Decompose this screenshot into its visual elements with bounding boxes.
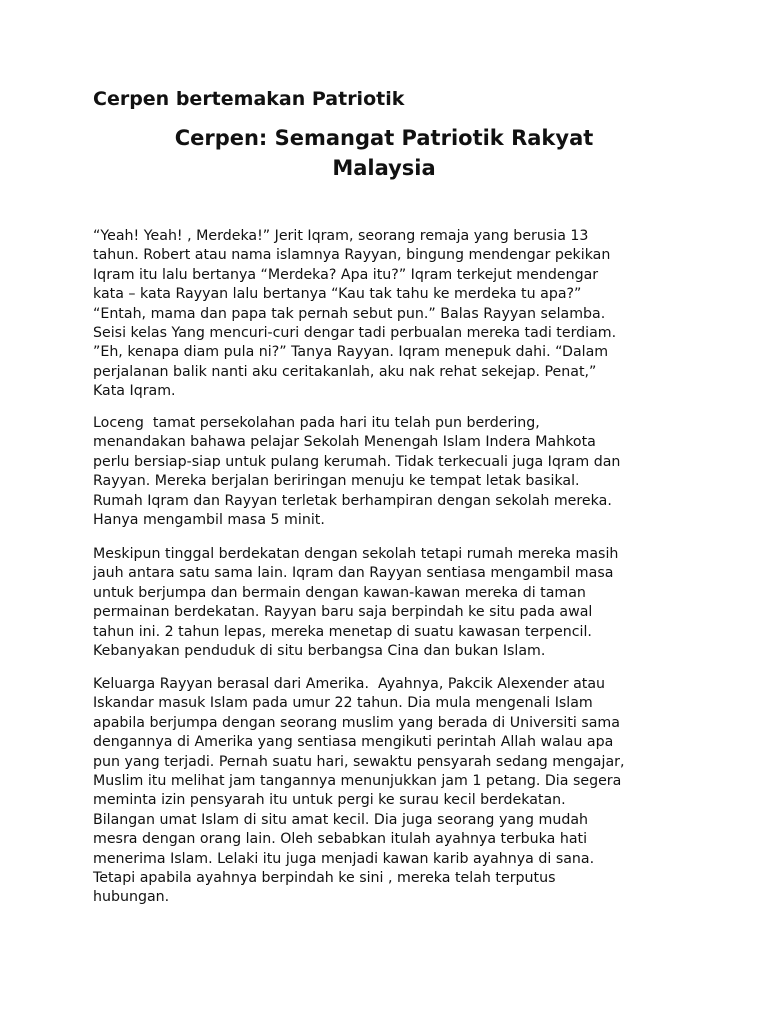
paragraph-line: apabila berjumpa dengan seorang muslim yang berada di Universiti sama — [93, 714, 620, 731]
paragraph-line: Kata Iqram. — [93, 383, 176, 400]
paragraph-line: tahun ini. 2 tahun lepas, mereka menetap di suatu kawasan terpencil. — [93, 623, 592, 640]
paragraph-line: Iskandar masuk Islam pada umur 22 tahun. Dia mula mengenali Islam — [93, 695, 593, 712]
paragraph-line: pun yang terjadi. Pernah suatu hari, sewaktu pensyarah sedang mengajar, — [93, 753, 625, 770]
paragraph-2 — [93, 414, 693, 530]
paragraph-line: Iqram itu lalu bertanya “Merdeka? Apa itu?” Iqram terkejut mendengar — [93, 266, 599, 283]
paragraph-4 — [93, 675, 693, 908]
paragraph-line: Seisi kelas Yang mencuri-curi dengar tadi perbualan mereka tadi terdiam. — [93, 325, 617, 342]
paragraph-line: Hanya mengambil masa 5 minit. — [93, 512, 325, 529]
paragraph-line: Keluarga Rayyan berasal dari Amerika. Ayahnya, Pakcik Alexender atau — [93, 676, 606, 692]
paragraph-line: Kebanyakan penduduk di situ berbangsa Cina dan bukan Islam. — [93, 643, 546, 660]
paragraph-line: ”Eh, kenapa diam pula ni?” Tanya Rayyan. Iqram menepuk dahi. “Dalam — [93, 344, 609, 361]
paragraph-line: “Yeah! Yeah! , Merdeka!” Jerit Iqram, seorang remaja yang berusia 13 — [93, 228, 589, 244]
document-heading: Cerpen bertemakan Patriotik — [93, 88, 405, 110]
paragraph-line: menerima Islam. Lelaki itu juga menjadi kawan karib ayahnya di sana. — [93, 850, 595, 867]
paragraph-line: hubungan. — [93, 889, 170, 906]
story-title-line-1: Cerpen: Semangat Patriotik Rakyat — [174, 126, 594, 150]
paragraph-1 — [93, 227, 693, 402]
paragraph-line: “Entah, mama dan papa tak pernah sebut pun.” Balas Rayyan selamba. — [93, 305, 606, 322]
paragraph-line: Rumah Iqram dan Rayyan terletak berhampiran dengan sekolah mereka. — [93, 492, 612, 509]
paragraph-line: Meskipun tinggal berdekatan dengan sekolah tetapi rumah mereka masih — [93, 546, 619, 562]
story-title-line-2: Malaysia — [332, 156, 436, 180]
paragraph-line: untuk berjumpa dan bermain dengan kawan-kawan mereka di taman — [93, 584, 586, 601]
paragraph-line: jauh antara satu sama lain. Iqram dan Rayyan sentiasa mengambil masa — [93, 565, 614, 582]
paragraph-line: menandakan bahawa pelajar Sekolah Menengah Islam Indera Mahkota — [93, 434, 596, 451]
paragraph-3 — [93, 545, 693, 661]
paragraph-line: Bilangan umat Islam di situ amat kecil. Dia juga seorang yang mudah — [93, 811, 589, 828]
paragraph-line: mesra dengan orang lain. Oleh sebabkan itulah ayahnya terbuka hati — [93, 831, 588, 848]
paragraph-line: Muslim itu melihat jam tangannya menunjukkan jam 1 petang. Dia segera — [93, 773, 622, 790]
paragraph-line: tahun. Robert atau nama islamnya Rayyan, bingung mendengar pekikan — [93, 247, 611, 264]
paragraph-line: perlu bersiap-siap untuk pulang kerumah. Tidak terkecuali juga Iqram dan — [93, 453, 621, 470]
paragraph-line: Rayyan. Mereka berjalan beriringan menuju ke tempat letak basikal. — [93, 473, 580, 490]
paragraph-line: Loceng tamat persekolahan pada hari itu telah pun berdering, — [93, 415, 540, 431]
paragraph-line: perjalanan balik nanti aku ceritakanlah, aku nak rehat sekejap. Penat,” — [93, 363, 597, 380]
paragraph-line: meminta izin pensyarah itu untuk pergi ke surau kecil berdekatan. — [93, 792, 566, 809]
paragraph-line: Tetapi apabila ayahnya berpindah ke sini , mereka telah terputus — [93, 870, 556, 887]
paragraph-line: permainan berdekatan. Rayyan baru saja berpindah ke situ pada awal — [93, 604, 593, 621]
paragraph-line: dengannya di Amerika yang sentiasa mengikuti perintah Allah walau apa — [93, 734, 614, 751]
paragraph-line: kata – kata Rayyan lalu bertanya “Kau tak tahu ke merdeka tu apa?” — [93, 286, 582, 303]
